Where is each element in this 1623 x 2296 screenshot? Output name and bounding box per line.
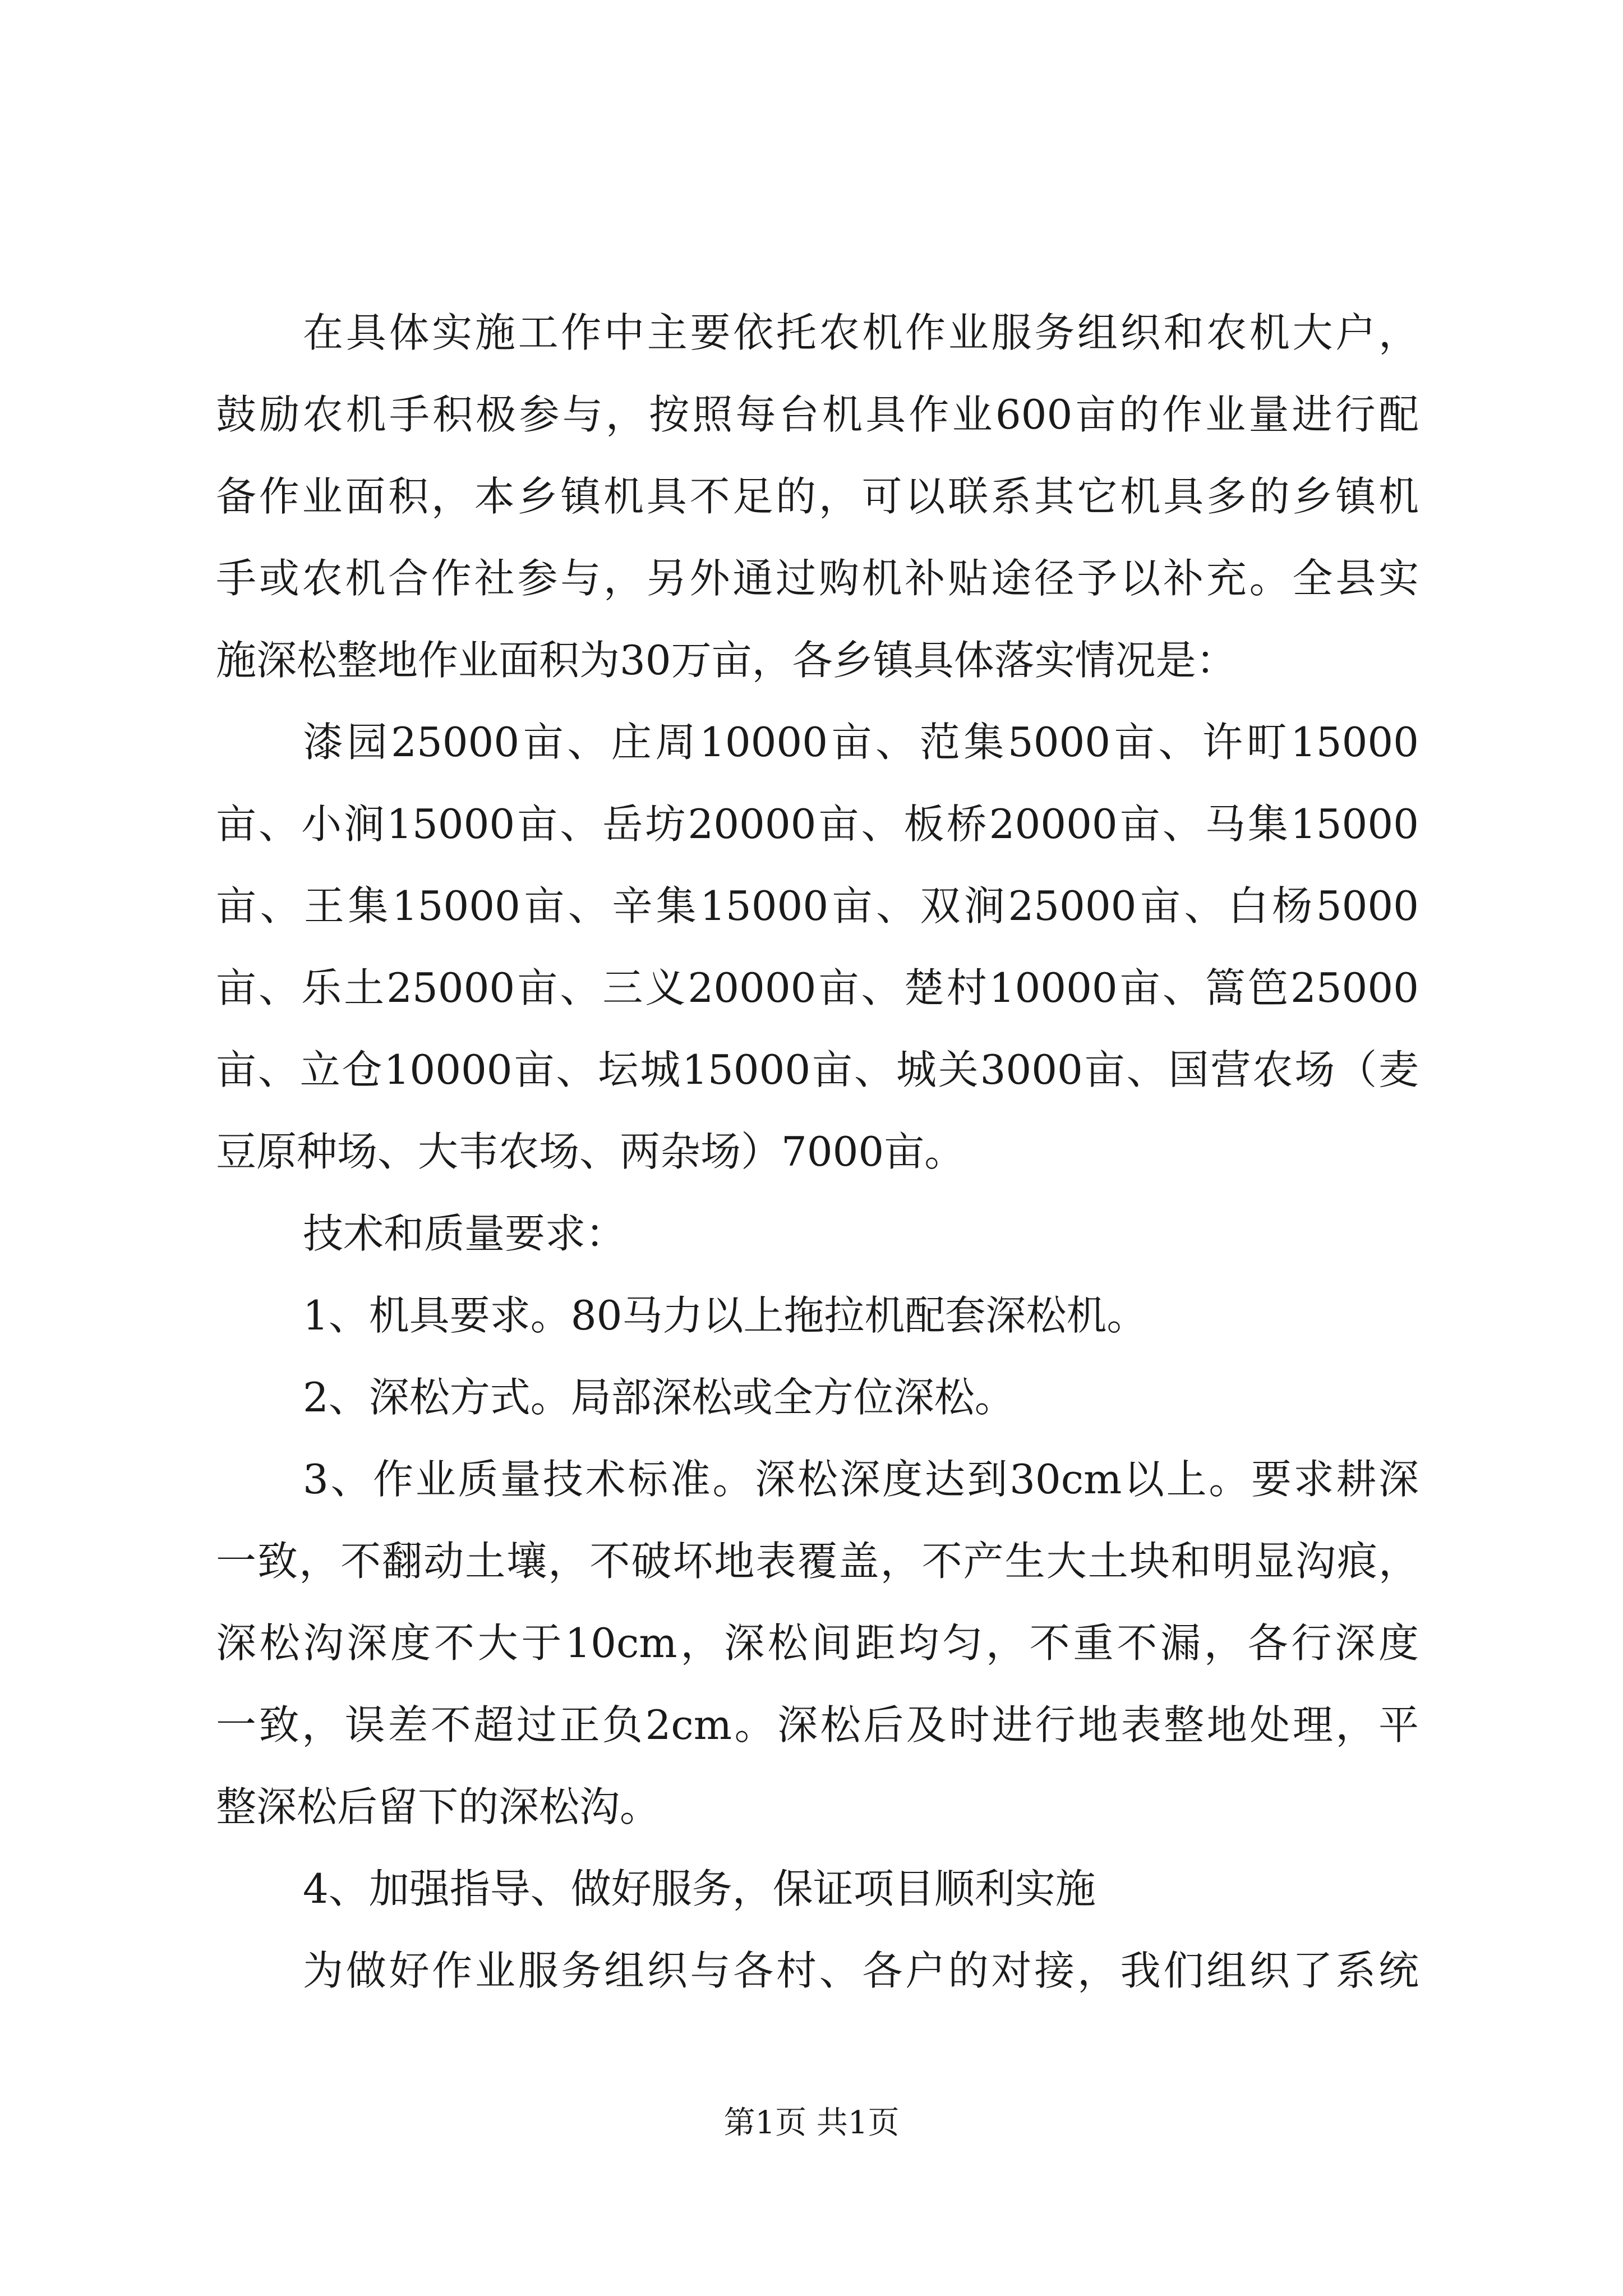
- text-line: 技术和质量要求：: [303, 1210, 626, 1257]
- text-line: 施深松整地作业面积为30万亩，各乡镇具体落实情况是：: [216, 637, 1237, 684]
- text-line: 鼓励农机手积极参与，按照每台机具作业600亩的作业量进行配: [216, 391, 1419, 438]
- text-line: 深松沟深度不大于10cm，深松间距均匀，不重不漏，各行深度: [216, 1619, 1419, 1667]
- document-body: [216, 292, 1419, 2012]
- text-line: 亩、乐土25000亩、三义20000亩、楚村10000亩、篙笆25000: [216, 964, 1419, 1011]
- text-line: 整深松后留下的深松沟。: [216, 1783, 661, 1830]
- text-line: 豆原种场、大韦农场、两杂场）7000亩。: [216, 1128, 965, 1175]
- text-line: 漆园25000亩、庄周10000亩、范集5000亩、许町15000: [303, 719, 1419, 766]
- text-line: 手或农机合作社参与，另外通过购机补贴途径予以补充。全县实: [216, 555, 1419, 602]
- text-line: 1、机具要求。80马力以上拖拉机配套深松机。: [303, 1292, 1147, 1339]
- text-line: 3、作业质量技术标准。深松深度达到30cm以上。要求耕深: [303, 1456, 1419, 1503]
- text-line: 一致，不翻动土壤，不破坏地表覆盖，不产生大土块和明显沟痕，: [216, 1538, 1419, 1585]
- text-line: 4、加强指导、做好服务，保证项目顺利实施: [303, 1865, 1096, 1912]
- text-line: 为做好作业服务组织与各村、各户的对接，我们组织了系统: [303, 1947, 1419, 1994]
- text-line: 亩、小涧15000亩、岳坊20000亩、板桥20000亩、马集15000: [216, 800, 1419, 848]
- text-line: 一致，误差不超过正负2cm。深松后及时进行地表整地处理，平: [216, 1701, 1419, 1749]
- text-line: 2、深松方式。局部深松或全方位深松。: [303, 1374, 1015, 1421]
- page-footer: 第1页 共1页: [723, 2105, 900, 2141]
- text-line: 备作业面积，本乡镇机具不足的，可以联系其它机具多的乡镇机: [216, 473, 1419, 520]
- text-line: 亩、王集15000亩、辛集15000亩、双涧25000亩、白杨5000: [216, 882, 1419, 930]
- text-line: 在具体实施工作中主要依托农机作业服务组织和农机大户，: [303, 309, 1419, 356]
- text-line: 亩、立仓10000亩、坛城15000亩、城关3000亩、国营农场（麦: [216, 1046, 1419, 1093]
